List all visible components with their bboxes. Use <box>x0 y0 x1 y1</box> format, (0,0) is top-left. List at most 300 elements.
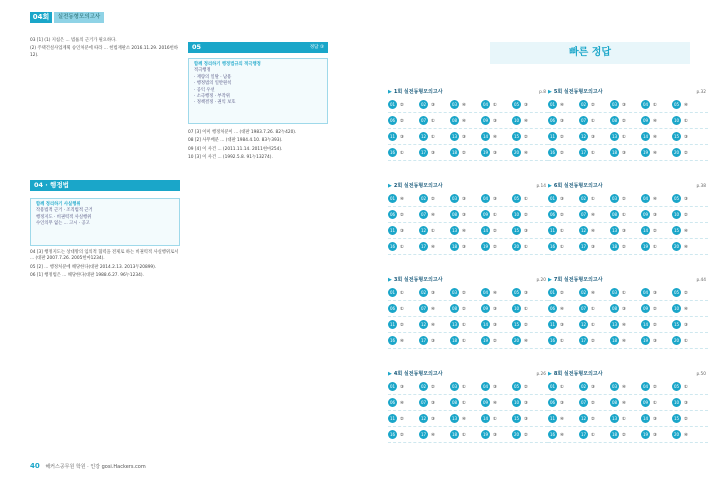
answer-value: ② <box>560 135 564 140</box>
answer-value: ① <box>591 119 595 124</box>
question-number-badge: 18 <box>611 338 618 343</box>
answer-cell <box>481 194 511 203</box>
answer-cell <box>641 132 671 141</box>
answer-row <box>548 239 708 255</box>
question-number-badge: 15 <box>673 134 680 139</box>
answer-cell <box>388 226 418 235</box>
answer-cell <box>512 320 542 329</box>
answer-cell <box>388 100 418 109</box>
question-number-badge: 04 <box>642 196 649 201</box>
answer-cell <box>610 430 640 439</box>
answer-cell <box>450 304 480 313</box>
question-number-badge: 03 <box>451 196 458 201</box>
answer-cell <box>579 132 609 141</box>
q08-text: 08 [2] 사무배분 ... (대판 1984.4.10. 83누393). <box>188 138 283 144</box>
answer-cell <box>610 320 640 329</box>
q06-text: 06 [1] 행정법은 ... 해당한다(대판 1988.6.27. 96누1234). <box>30 273 144 279</box>
q03-text-b: (2) 주택건설사업계획 승인처분에 따라 ... 헌법재판소 2016.11.29. 2016헌바12). <box>30 46 178 58</box>
answer-value: ② <box>462 291 466 296</box>
answer-cell <box>672 304 702 313</box>
answer-value: ③ <box>684 135 688 140</box>
answer-cell <box>419 226 449 235</box>
answer-value: ③ <box>653 433 657 438</box>
answer-value: ③ <box>622 307 626 312</box>
info2-item-0: 적극행정 <box>194 68 211 74</box>
answer-value: ③ <box>560 119 564 124</box>
answer-cell <box>388 320 418 329</box>
answer-value: ④ <box>653 197 657 202</box>
answer-block-title <box>548 182 708 191</box>
answer-value: ② <box>524 135 528 140</box>
answer-cell <box>419 242 449 251</box>
answer-cell <box>672 288 702 297</box>
answer-value: ④ <box>462 103 466 108</box>
answer-row <box>548 411 708 427</box>
answer-block-7 <box>388 370 548 443</box>
answer-value: ② <box>493 229 497 234</box>
answer-cell <box>388 242 418 251</box>
answer-cell <box>450 116 480 125</box>
question-number-badge: 11 <box>549 228 556 233</box>
info2-item-1: · 재량의 일탈 · 남용 <box>194 74 232 80</box>
answer-value: ③ <box>524 103 528 108</box>
answer-value: ④ <box>400 197 404 202</box>
answer-value: ① <box>560 245 564 250</box>
answer-cell <box>610 116 640 125</box>
header-number: 04회 <box>30 12 52 23</box>
question-number-badge: 13 <box>611 134 618 139</box>
answer-value: ① <box>684 385 688 390</box>
question-number-badge: 10 <box>513 118 520 123</box>
answer-value: ② <box>400 417 404 422</box>
answer-cell <box>610 242 640 251</box>
answer-value: ② <box>653 323 657 328</box>
answer-cell <box>388 210 418 219</box>
answer-value: ② <box>524 323 528 328</box>
answer-cell <box>548 430 578 439</box>
answer-value: ④ <box>622 339 626 344</box>
question-number-badge: 17 <box>420 432 427 437</box>
question-number-badge: 09 <box>482 212 489 217</box>
answer-value: ① <box>431 119 435 124</box>
arrow-icon: ▶ <box>548 277 552 283</box>
answer-block-label: 7회 실전동형모의고사 <box>553 277 603 283</box>
question-number-badge: 10 <box>513 306 520 311</box>
answer-value: ③ <box>431 339 435 344</box>
answer-cell <box>388 336 418 345</box>
answer-cell <box>450 430 480 439</box>
answer-cell <box>481 132 511 141</box>
answer-value: ② <box>622 245 626 250</box>
answer-row <box>388 191 548 207</box>
answer-value: ④ <box>622 401 626 406</box>
info2-item-3: · 공익 우선 <box>194 87 215 93</box>
question-number-badge: 13 <box>451 228 458 233</box>
question-number-badge: 04 <box>642 384 649 389</box>
answer-block-5 <box>388 276 548 349</box>
answer-row <box>388 379 548 395</box>
answer-row <box>388 239 548 255</box>
answer-value: ① <box>524 197 528 202</box>
question-number-badge: 17 <box>420 338 427 343</box>
answer-value: ③ <box>591 385 595 390</box>
answer-cell <box>610 194 640 203</box>
answer-cell <box>419 414 449 423</box>
answer-row <box>548 207 708 223</box>
answer-cell <box>481 414 511 423</box>
answer-cell <box>641 336 671 345</box>
page-number: 40 <box>30 462 40 470</box>
answer-value: ④ <box>493 291 497 296</box>
answer-value: ① <box>653 103 657 108</box>
question-number-badge: 10 <box>673 212 680 217</box>
question-number-badge: 07 <box>580 306 587 311</box>
answer-cell <box>548 132 578 141</box>
answer-block-page: p.26 <box>536 372 546 377</box>
answer-cell <box>672 382 702 391</box>
answer-value: ③ <box>431 151 435 156</box>
arrow-icon: ▶ <box>388 183 392 189</box>
question-number-badge: 06 <box>389 306 396 311</box>
answer-cell <box>419 320 449 329</box>
arrow-icon: ▶ <box>388 89 392 95</box>
answer-value: ② <box>653 229 657 234</box>
question-number-badge: 02 <box>580 196 587 201</box>
answer-value: ③ <box>591 135 595 140</box>
answer-value: ② <box>524 213 528 218</box>
answer-value: ① <box>684 119 688 124</box>
question-number-badge: 07 <box>580 118 587 123</box>
question-number-badge: 07 <box>420 306 427 311</box>
question-number-badge: 16 <box>389 244 396 249</box>
answer-cell <box>579 304 609 313</box>
info2-item-2: · 행정법의 일반원칙 <box>194 81 232 87</box>
answer-value: ① <box>400 291 404 296</box>
answer-block-8 <box>548 370 708 443</box>
answer-value: ① <box>622 213 626 218</box>
answer-cell <box>579 242 609 251</box>
question-number-badge: 08 <box>451 118 458 123</box>
answer-value: ③ <box>653 213 657 218</box>
question-number-badge: 14 <box>642 322 649 327</box>
answer-value: ① <box>591 323 595 328</box>
answer-cell <box>548 336 578 345</box>
answer-value: ④ <box>653 135 657 140</box>
answer-cell <box>579 398 609 407</box>
question-number-badge: 05 <box>513 290 520 295</box>
question-number-badge: 04 <box>482 384 489 389</box>
answer-row <box>388 395 548 411</box>
answer-value: ④ <box>591 291 595 296</box>
answer-cell <box>450 210 480 219</box>
question-number-badge: 19 <box>482 244 489 249</box>
answer-cell <box>610 304 640 313</box>
answer-value: ④ <box>591 213 595 218</box>
answer-row <box>548 333 708 349</box>
question-number-badge: 06 <box>549 400 556 405</box>
answer-cell <box>610 226 640 235</box>
answer-cell <box>579 194 609 203</box>
answer-value: ③ <box>431 291 435 296</box>
answer-cell <box>579 100 609 109</box>
question-number-badge: 14 <box>482 134 489 139</box>
answer-value: ③ <box>591 245 595 250</box>
answer-cell <box>579 414 609 423</box>
answer-value: ③ <box>622 151 626 156</box>
question-number-badge: 13 <box>611 228 618 233</box>
info-box-active-admin <box>188 58 328 124</box>
question-number-badge: 20 <box>513 338 520 343</box>
answer-value: ① <box>524 307 528 312</box>
info-box-title-2: 함께 정리하기 행정법규의 적극행정 <box>194 62 261 67</box>
answer-cell <box>512 210 542 219</box>
answer-value: ③ <box>431 417 435 422</box>
answer-cell <box>388 430 418 439</box>
answer-value: ③ <box>493 307 497 312</box>
answer-cell <box>548 398 578 407</box>
answer-cell <box>512 148 542 157</box>
answer-cell <box>641 398 671 407</box>
question-number-badge: 07 <box>580 212 587 217</box>
answer-value: ④ <box>431 323 435 328</box>
answer-value: ② <box>653 385 657 390</box>
question-number-badge: 01 <box>389 102 396 107</box>
answer-value: ① <box>591 433 595 438</box>
answer-value: ① <box>653 401 657 406</box>
answer-value: ④ <box>431 307 435 312</box>
answer-cell <box>610 382 640 391</box>
answer-block-label: 4회 실전동형모의고사 <box>393 371 443 377</box>
answer-value: ④ <box>431 213 435 218</box>
answer-value: ① <box>462 433 466 438</box>
answer-cell <box>641 382 671 391</box>
arrow-icon: ▶ <box>548 183 552 189</box>
question-number-badge: 11 <box>389 322 396 327</box>
question-number-badge: 10 <box>513 212 520 217</box>
answer-value: ② <box>400 213 404 218</box>
question-number-badge: 02 <box>420 384 427 389</box>
answer-cell <box>641 288 671 297</box>
question-number-badge: 13 <box>451 134 458 139</box>
answer-value: ① <box>560 229 564 234</box>
answer-value: ③ <box>684 401 688 406</box>
answer-value: ② <box>684 291 688 296</box>
question-number-badge: 20 <box>673 150 680 155</box>
question-number-badge: 01 <box>389 196 396 201</box>
q09-text: 09 [4] 이 사건 ... (2011.11.14. 2011현마254). <box>188 146 283 152</box>
answer-cell <box>512 382 542 391</box>
answer-block-4 <box>548 182 708 255</box>
answer-block-page: p.32 <box>696 90 706 95</box>
page-header <box>0 12 359 23</box>
question-number-badge: 07 <box>420 212 427 217</box>
question-number-badge: 18 <box>451 244 458 249</box>
answer-cell <box>672 132 702 141</box>
question-number-badge: 20 <box>673 432 680 437</box>
question-number-badge: 03 <box>611 290 618 295</box>
question-number-badge: 07 <box>580 400 587 405</box>
answer-block-page: p.8 <box>539 90 546 95</box>
answer-cell <box>610 336 640 345</box>
answer-row <box>548 395 708 411</box>
question-number-badge: 18 <box>611 150 618 155</box>
info-item-2: 수인의무 없는 ... 고시 · 공고 <box>36 221 90 227</box>
answer-row <box>548 191 708 207</box>
answer-cell <box>388 398 418 407</box>
answer-cell <box>579 320 609 329</box>
answer-value: ④ <box>560 433 564 438</box>
question-number-badge: 08 <box>611 400 618 405</box>
question-number-badge: 13 <box>451 322 458 327</box>
answer-cell <box>481 100 511 109</box>
question-number-badge: 12 <box>580 322 587 327</box>
question-number-badge: 01 <box>549 196 556 201</box>
question-number-badge: 04 <box>482 196 489 201</box>
question-number-badge: 06 <box>549 212 556 217</box>
answer-value: ③ <box>400 385 404 390</box>
answer-cell <box>548 304 578 313</box>
answer-value: ③ <box>684 197 688 202</box>
answer-block-title <box>388 276 548 285</box>
arrow-icon: ▶ <box>548 89 552 95</box>
answer-row <box>548 97 708 113</box>
answer-row <box>548 285 708 301</box>
answer-value: ② <box>400 323 404 328</box>
question-number-badge: 17 <box>420 150 427 155</box>
info2-item-4: · 소극행정 · 부작위 <box>194 94 230 100</box>
answer-value: ③ <box>684 323 688 328</box>
question-number-badge: 10 <box>673 306 680 311</box>
question-number-badge: 10 <box>673 118 680 123</box>
page-footer <box>30 462 146 470</box>
question-number-badge: 06 <box>389 400 396 405</box>
answer-value: ④ <box>493 401 497 406</box>
answer-value: ① <box>462 339 466 344</box>
answer-cell <box>512 242 542 251</box>
answer-row <box>388 411 548 427</box>
question-number-badge: 08 <box>451 400 458 405</box>
section-header <box>30 180 180 191</box>
answer-value: ③ <box>622 103 626 108</box>
answer-cell <box>419 382 449 391</box>
answer-block-title <box>548 88 708 97</box>
answer-value: ② <box>622 119 626 124</box>
question-number-badge: 04 <box>482 290 489 295</box>
answer-cell <box>419 100 449 109</box>
question-number-badge: 02 <box>420 196 427 201</box>
question-number-badge: 15 <box>673 322 680 327</box>
answer-cell <box>450 132 480 141</box>
answer-block-page: p.50 <box>696 372 706 377</box>
question-number-badge: 17 <box>580 432 587 437</box>
answer-value: ② <box>591 417 595 422</box>
question-number-badge: 18 <box>451 338 458 343</box>
answer-value: ① <box>524 245 528 250</box>
answer-value: ④ <box>560 307 564 312</box>
answer-value: ③ <box>462 197 466 202</box>
answer-block-label: 1회 실전동형모의고사 <box>393 89 443 95</box>
answer-cell <box>512 100 542 109</box>
answer-cell <box>481 288 511 297</box>
question-number-badge: 13 <box>611 416 618 421</box>
question-number-badge: 03 <box>451 384 458 389</box>
question-number-badge: 08 <box>451 212 458 217</box>
answer-cell <box>512 226 542 235</box>
answer-row <box>388 223 548 239</box>
answer-cell <box>579 430 609 439</box>
question-number-badge: 16 <box>389 338 396 343</box>
answer-value: ① <box>400 245 404 250</box>
answer-cell <box>481 430 511 439</box>
answer-value: ③ <box>493 151 497 156</box>
answer-row <box>388 97 548 113</box>
answer-value: ② <box>560 291 564 296</box>
answer-cell <box>548 210 578 219</box>
answer-cell <box>388 382 418 391</box>
question-number-badge: 16 <box>549 338 556 343</box>
question-number-badge: 09 <box>642 118 649 123</box>
question-number-badge: 11 <box>549 134 556 139</box>
answer-value: ③ <box>653 291 657 296</box>
answer-value: ③ <box>524 229 528 234</box>
answer-value: ② <box>622 197 626 202</box>
answer-cell <box>388 288 418 297</box>
answer-cell <box>450 242 480 251</box>
answer-cell <box>579 288 609 297</box>
answer-value: ④ <box>591 229 595 234</box>
question-number-badge: 06 <box>389 212 396 217</box>
answer-value: ① <box>400 151 404 156</box>
answer-value: ① <box>493 103 497 108</box>
answer-block-page: p.44 <box>696 278 706 283</box>
answer-value: ② <box>400 119 404 124</box>
question-number-badge: 05 <box>673 290 680 295</box>
answer-cell <box>548 320 578 329</box>
question-number-badge: 13 <box>451 416 458 421</box>
answer-value: ② <box>400 103 404 108</box>
answer-value: ① <box>591 151 595 156</box>
answer-block-page: p.14 <box>536 184 546 189</box>
answer-value: ① <box>591 197 595 202</box>
answer-row <box>548 427 708 443</box>
answer-value: ② <box>524 385 528 390</box>
question-number-badge: 05 <box>673 102 680 107</box>
answer-cell <box>548 414 578 423</box>
question-number-badge: 19 <box>642 432 649 437</box>
answer-value: ② <box>400 433 404 438</box>
answer-value: ④ <box>462 229 466 234</box>
question-number-badge: 12 <box>420 322 427 327</box>
answer-value: ② <box>524 433 528 438</box>
answer-cell <box>419 398 449 407</box>
answer-cell <box>450 148 480 157</box>
answer-cell <box>419 210 449 219</box>
answer-cell <box>512 414 542 423</box>
answer-value: ③ <box>560 197 564 202</box>
answer-value: ③ <box>560 323 564 328</box>
answer-cell <box>610 210 640 219</box>
answer-cell <box>672 148 702 157</box>
answer-value: ① <box>431 229 435 234</box>
question-number-badge: 13 <box>611 322 618 327</box>
question-number-badge: 05 <box>513 196 520 201</box>
answer-cell <box>641 242 671 251</box>
answer-cell <box>672 414 702 423</box>
question-number-badge: 15 <box>513 228 520 233</box>
answer-cell <box>481 226 511 235</box>
answer-cell <box>641 430 671 439</box>
middle-column <box>188 130 328 164</box>
